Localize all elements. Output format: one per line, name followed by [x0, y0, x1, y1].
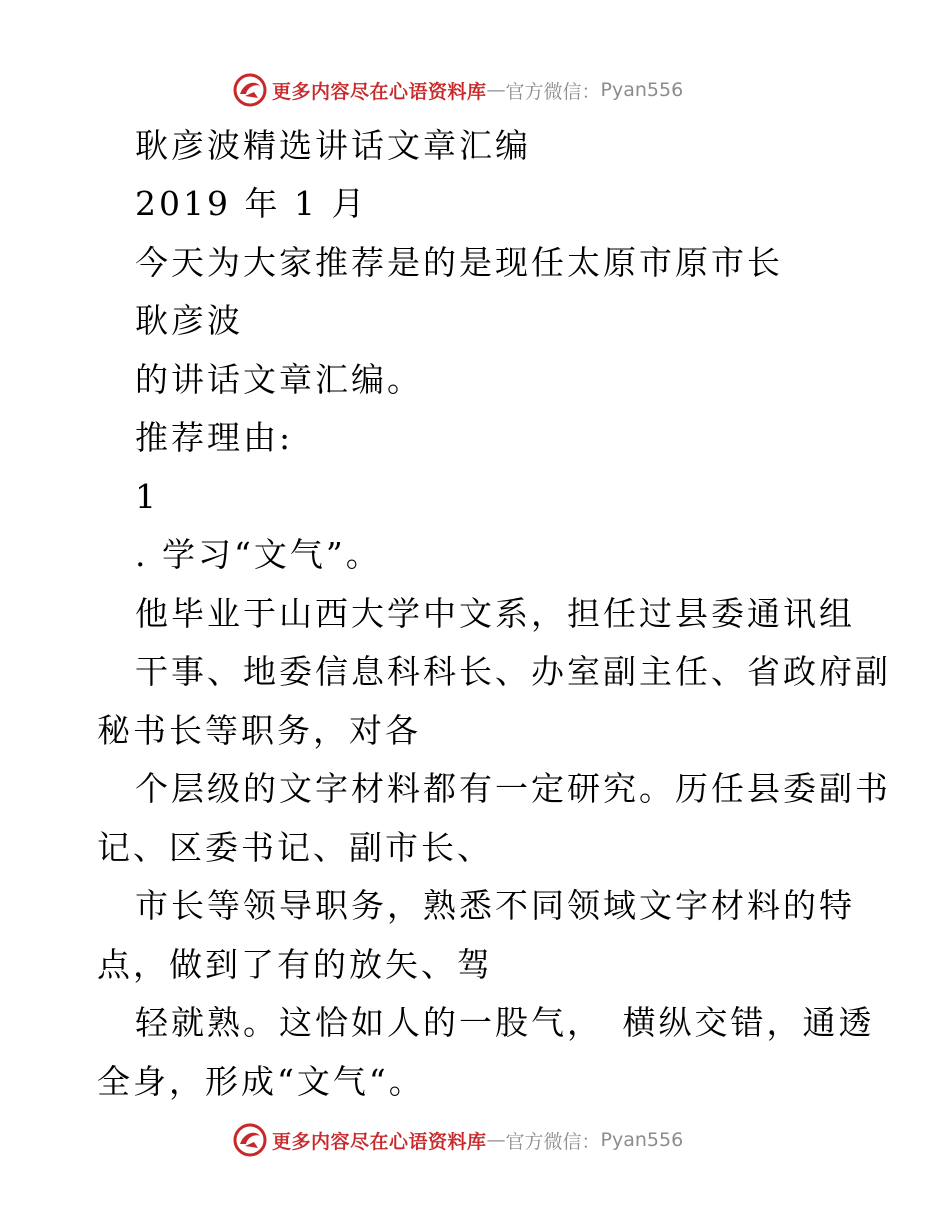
text-line: 全身，形成“文气“。: [97, 1062, 425, 1101]
watermark-footer: [232, 1120, 683, 1160]
list-item-heading: . 学习“文气”。: [135, 535, 382, 574]
watermark-wechat-id: Pyan556: [600, 79, 684, 101]
text-line: 今天为大家推荐是的是现任太原市原市长: [135, 243, 783, 282]
text-line: 的讲话文章汇编。: [135, 360, 423, 399]
dragon-seal-icon: [232, 72, 268, 108]
text-line: 个层级的文字材料都有一定研究。历任县委副书: [135, 769, 891, 808]
dragon-seal-icon: [232, 1122, 268, 1158]
list-number: 1: [135, 477, 159, 516]
text-line: 秘书长等职务，对各: [97, 711, 421, 750]
watermark-wechat-label: 官方微信：: [505, 1130, 601, 1153]
text-line: 耿彦波: [135, 301, 243, 340]
text-line: 他毕业于山西大学中文系，担任过县委通讯组: [135, 594, 855, 633]
text-line: 点，做到了有的放矢、驾: [97, 945, 493, 984]
watermark-dash: —: [486, 1129, 506, 1151]
document-title: 耿彦波精选讲话文章汇编: [135, 126, 531, 165]
watermark-wechat-label: 官方微信：: [505, 80, 601, 103]
watermark-header: [232, 70, 683, 110]
text-line: 记、区委书记、副市长、: [97, 828, 493, 867]
watermark-main-text: 更多内容尽在心语资料库: [272, 1130, 487, 1153]
watermark-dash: —: [486, 79, 506, 101]
watermark-main-text: 更多内容尽在心语资料库: [272, 80, 487, 103]
document-date: 2019 年 1 月: [135, 184, 368, 223]
text-line: 干事、地委信息科科长、办室副主任、省政府副: [135, 652, 891, 691]
watermark-wechat-id: Pyan556: [600, 1129, 684, 1151]
text-line: 市长等领导职务，熟悉不同领域文字材料的特: [135, 886, 855, 925]
text-line: 轻就熟。这恰如人的一股气， 横纵交错，通透: [135, 1003, 875, 1042]
section-heading: 推荐理由:: [135, 418, 294, 457]
